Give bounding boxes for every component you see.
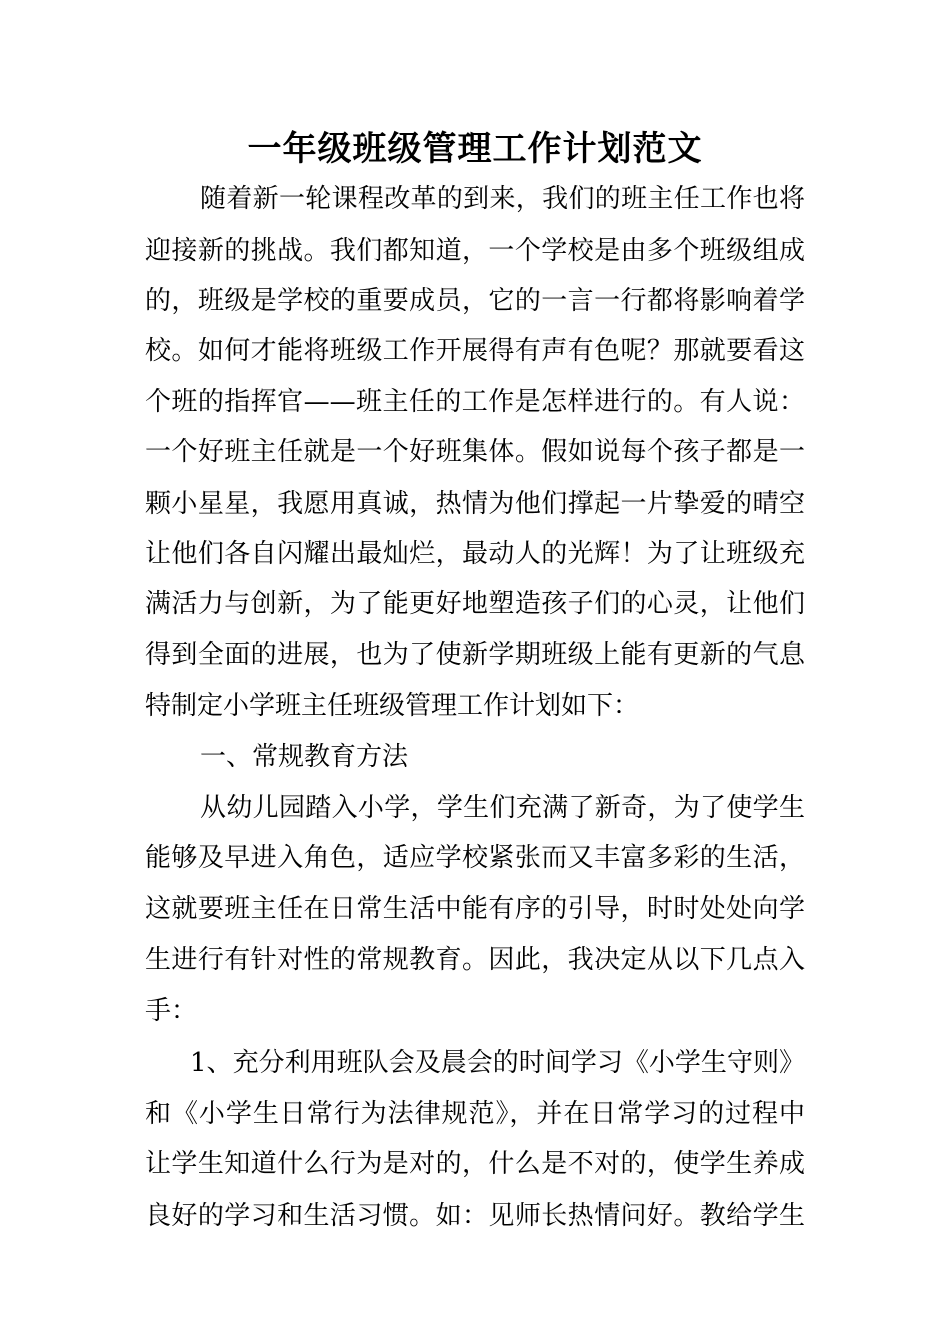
paragraph-line: 从幼儿园踏入小学，学生们充满了新奇，为了使学生	[200, 793, 805, 823]
paragraph-line: 的，班级是学校的重要成员，它的一言一行都将影响着学	[145, 286, 805, 316]
paragraph-line: 能够及早进入角色，适应学校紧张而又丰富多彩的生活，	[145, 843, 805, 873]
paragraph-line: 校。如何才能将班级工作开展得有声有色呢？那就要看这	[145, 336, 805, 366]
paragraph-line: 让他们各自闪耀出最灿烂，最动人的光辉！为了让班级充	[145, 539, 805, 569]
paragraph-line: 迎接新的挑战。我们都知道，一个学校是由多个班级组成	[145, 236, 805, 266]
paragraph-line: 生进行有针对性的常规教育。因此，我决定从以下几点入	[145, 945, 805, 975]
page-title: 一年级班级管理工作计划范文	[247, 129, 703, 169]
list-item-line: 1、充分利用班队会及晨会的时间学习《小学生守则》	[190, 1048, 805, 1078]
list-item-line: 良好的学习和生活习惯。如：见师长热情问好。教给学生	[145, 1201, 805, 1231]
paragraph-line: 颗小星星，我愿用真诚，热情为他们撑起一片挚爱的晴空	[145, 489, 805, 519]
paragraph-line: 这就要班主任在日常生活中能有序的引导，时时处处向学	[145, 894, 805, 924]
section-heading: 一、常规教育方法	[200, 742, 409, 772]
paragraph-line: 随着新一轮课程改革的到来，我们的班主任工作也将	[200, 184, 805, 214]
list-item-line: 和《小学生日常行为法律规范》，并在日常学习的过程中	[145, 1099, 805, 1129]
paragraph-line: 特制定小学班主任班级管理工作计划如下：	[145, 691, 640, 721]
paragraph-line: 个班的指挥官——班主任的工作是怎样进行的。有人说：	[145, 387, 805, 417]
list-item-line: 让学生知道什么行为是对的，什么是不对的，使学生养成	[145, 1149, 805, 1179]
paragraph-line: 手：	[145, 996, 198, 1026]
paragraph-line: 满活力与创新，为了能更好地塑造孩子们的心灵，让他们	[145, 589, 805, 619]
paragraph-line: 得到全面的进展，也为了使新学期班级上能有更新的气息	[145, 640, 805, 670]
paragraph-line: 一个好班主任就是一个好班集体。假如说每个孩子都是一	[145, 437, 805, 467]
